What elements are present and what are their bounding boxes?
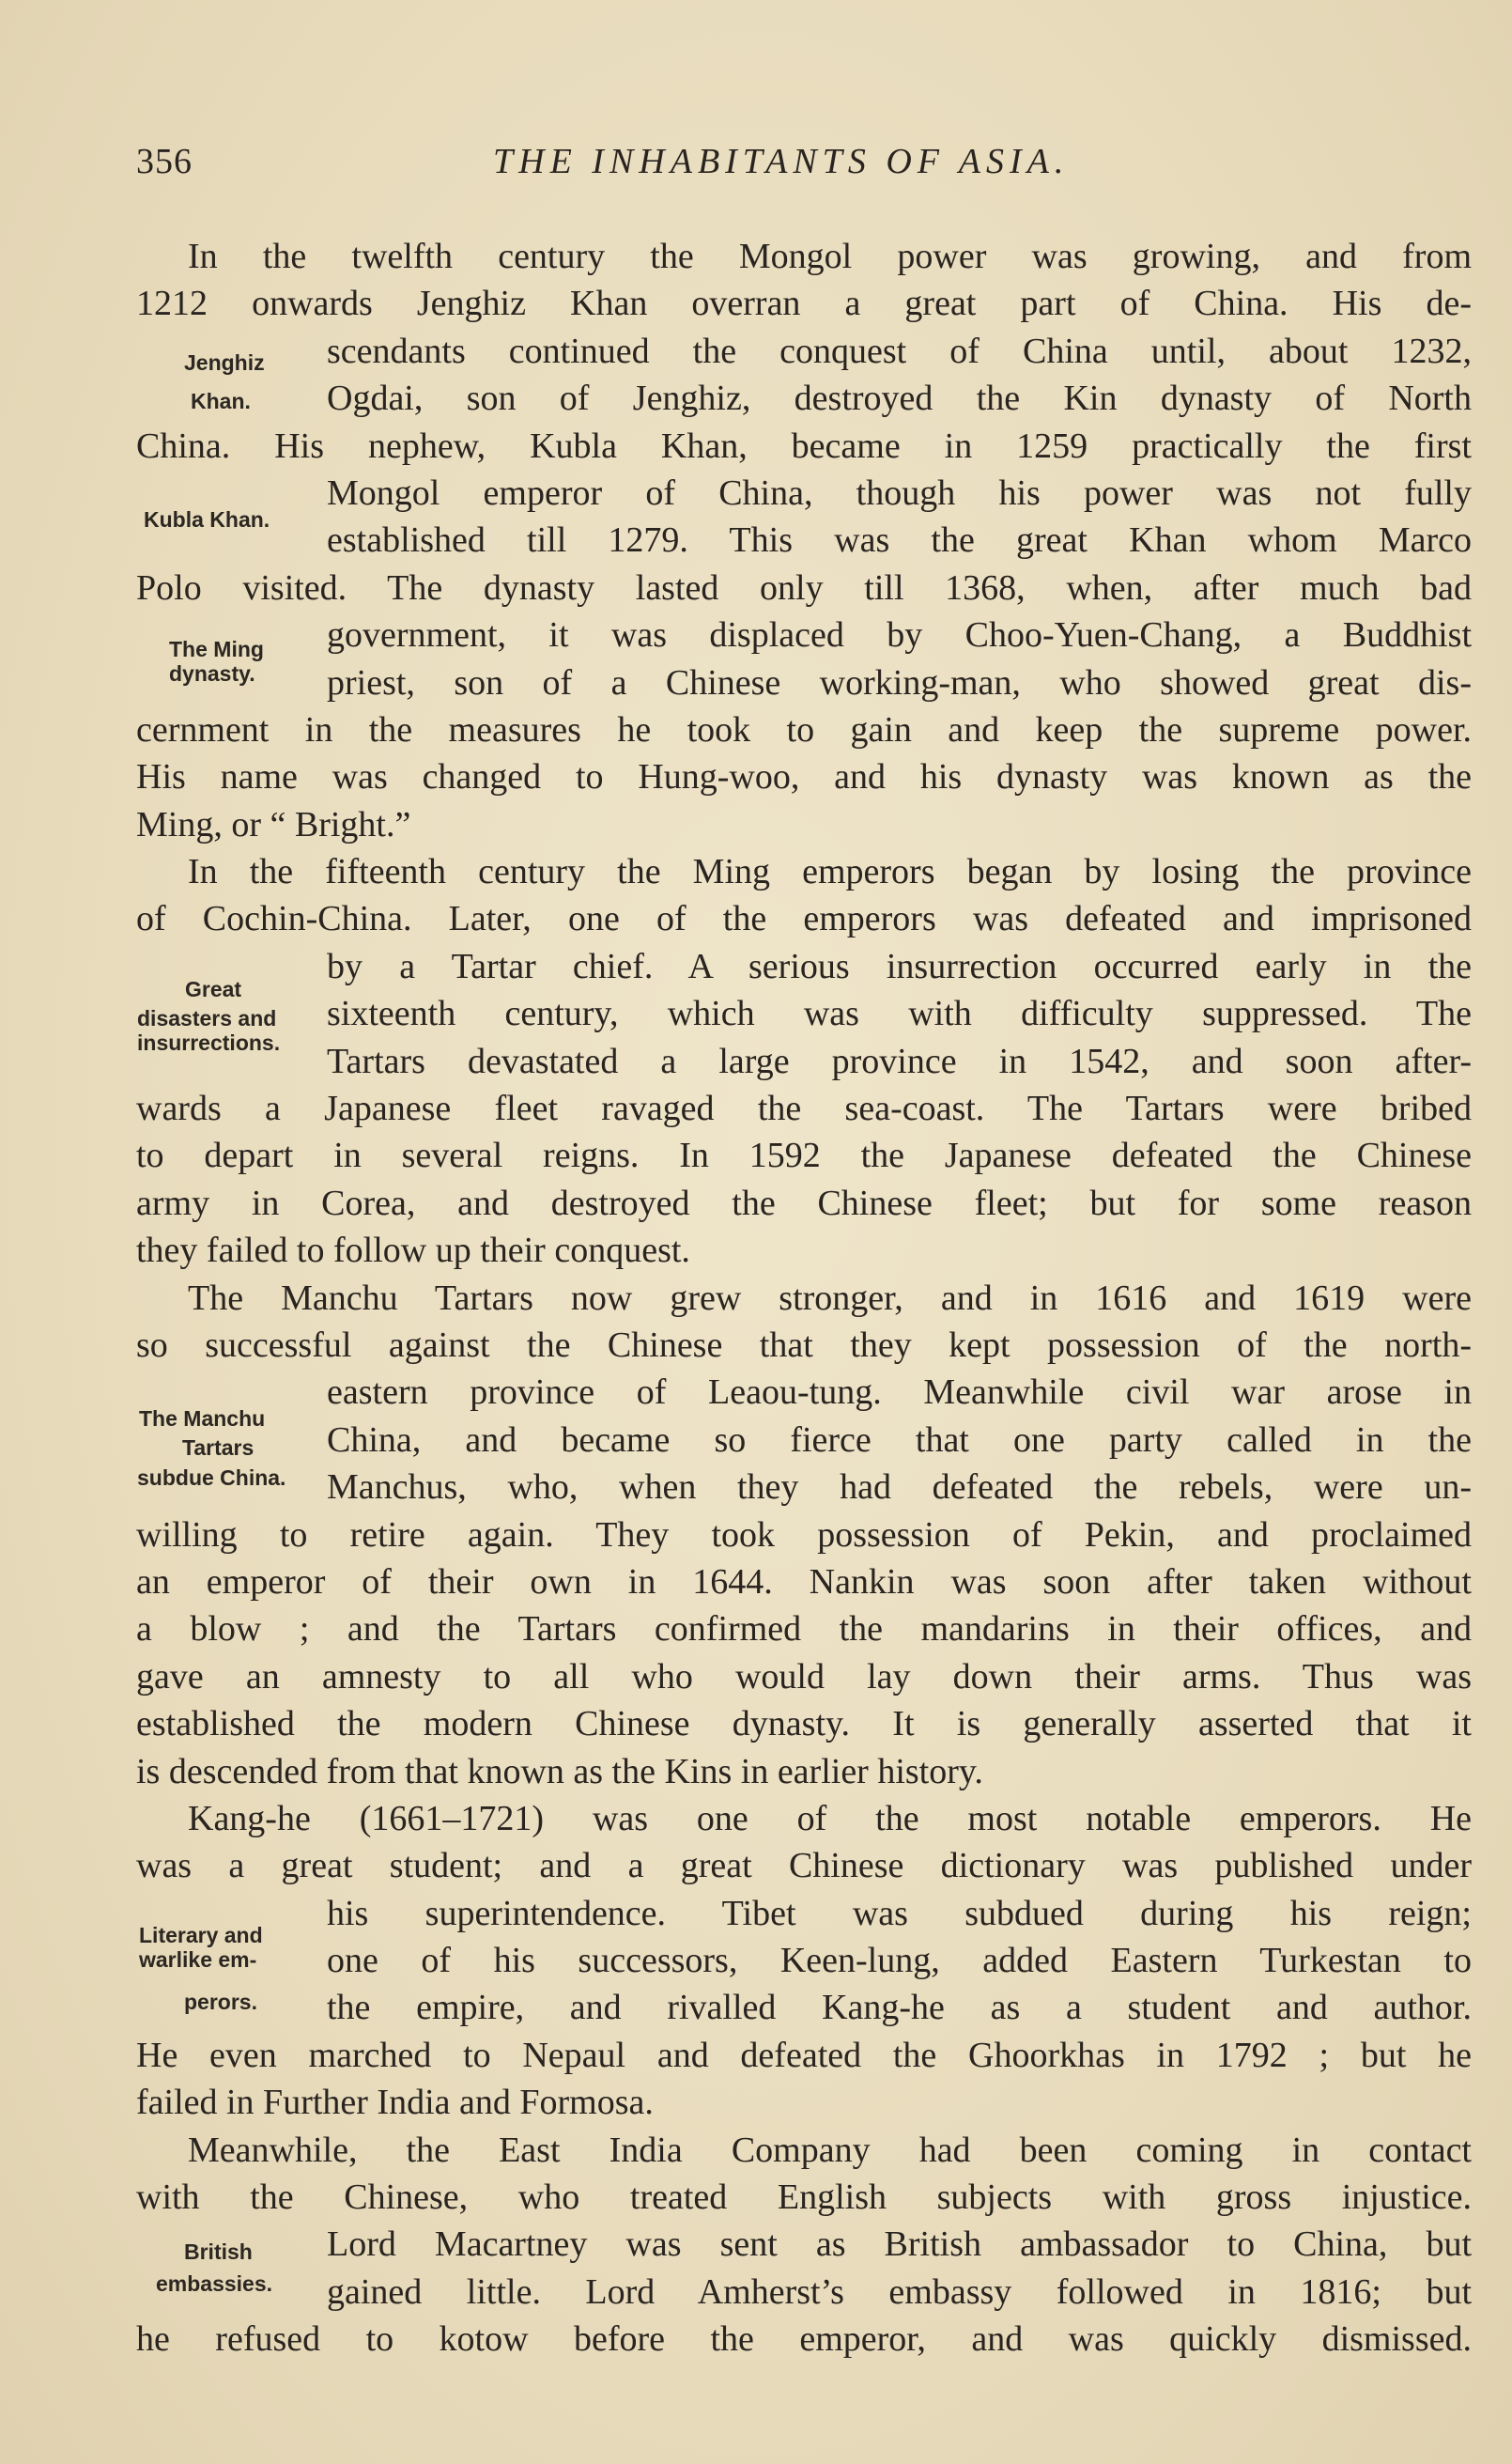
text-line: so successful against the Chinese that they kept possession of the north- (136, 1325, 1472, 1365)
margin-note-literary-3 (184, 1990, 257, 2014)
margin-note-disasters-2 (137, 1006, 280, 1055)
text-line: one of his successors, Keen-lung, added Eastern Turkestan to (327, 1941, 1472, 1981)
margin-note-line: subdue China. (137, 1465, 286, 1490)
text-line: The Manchu Tartars now grew stronger, and in 1616 and 1619 were (188, 1278, 1472, 1318)
text-line: His name was changed to Hung-woo, and his dynasty was known as the (136, 757, 1472, 798)
text-line: Tartars devastated a large province in 1542, and soon after- (327, 1041, 1472, 1081)
margin-note-literary (139, 1923, 263, 1972)
text-line: Ming, or “ Bright.” (136, 804, 411, 845)
margin-note-manchu-3 (137, 1465, 285, 1490)
margin-note-line: disasters and (137, 1006, 277, 1031)
margin-note-british-2 (156, 2271, 272, 2296)
margin-note-manchu-2 (182, 1435, 254, 1460)
text-line: cernment in the measures he took to gain and keep the supreme power. (136, 709, 1472, 750)
text-line: China, and became so fierce that one party called in the (327, 1419, 1472, 1460)
text-line: willing to retire again. They took possession of Pekin, and proclaimed (136, 1514, 1472, 1555)
margin-note-line: dynasty. (169, 661, 255, 686)
margin-notes (0, 0, 286, 2464)
text-line: they failed to follow up their conquest. (136, 1231, 690, 1271)
text-line: scendants continued the conquest of China until, about 1232, (327, 331, 1472, 371)
text-line: gave an amnesty to all who would lay down their arms. Thus was (136, 1656, 1472, 1697)
text-line: He even marched to Nepaul and defeated the Ghoorkhas in 1792 ; but he (136, 2035, 1472, 2075)
margin-note-line: Tartars (182, 1435, 255, 1460)
margin-note-manchu (139, 1406, 265, 1431)
text-line: Polo visited. The dynasty lasted only till 1368, when, after much bad (136, 567, 1472, 608)
margin-note-line: British (184, 2239, 253, 2264)
text-line: China. His nephew, Kubla Khan, became in 1259 practically the first (136, 426, 1472, 466)
text-line: established the modern Chinese dynasty. It is generally asserted that it (136, 1704, 1472, 1744)
text-line: the empire, and rivalled Kang-he as a student and author. (327, 1988, 1472, 2028)
text-line: is descended from that known as the Kins in earlier history. (136, 1751, 983, 1791)
margin-note-jenghiz-2 (191, 389, 251, 413)
text-line: his superintendence. Tibet was subdued during his reign; (327, 1893, 1472, 1933)
margin-note-line: The Manchu (139, 1406, 266, 1431)
margin-note-line: warlike em- (139, 1947, 257, 1972)
text-line: a blow ; and the Tartars confirmed the mandarins in their offices, and (136, 1609, 1472, 1650)
margin-note-line: Great (185, 977, 242, 1001)
text-line: of Cochin-China. Later, one of the emperors was defeated and imprisoned (136, 899, 1472, 939)
text-line: wards a Japanese fleet ravaged the sea-coast. The Tartars were bribed (136, 1089, 1472, 1129)
text-line: Manchus, who, when they had defeated the rebels, were un- (327, 1467, 1472, 1508)
running-title: THE INHABITANTS OF ASIA. (493, 142, 1070, 181)
margin-note-line: embassies. (156, 2271, 273, 2296)
text-line: with the Chinese, who treated English subjects with gross injustice. (136, 2177, 1472, 2218)
margin-note-line: The Ming (169, 637, 264, 661)
text-line: army in Corea, and destroyed the Chinese fleet; but for some reason (136, 1183, 1472, 1223)
text-line: by a Tartar chief. A serious insurrection occurred early in the (327, 946, 1472, 986)
page-number: 356 (136, 142, 193, 181)
running-header (136, 141, 1479, 197)
text-line: priest, son of a Chinese working-man, who showed great dis- (327, 662, 1472, 703)
text-line: gained little. Lord Amherst’s embassy followed in 1816; but (327, 2271, 1472, 2312)
text-line: sixteenth century, which was with difficulty suppressed. The (327, 994, 1472, 1034)
text-line: government, it was displaced by Choo-Yuen-Chang, a Buddhist (327, 615, 1472, 656)
margin-note-line: Kubla Khan. (144, 507, 270, 532)
text-line: Lord Macartney was sent as British ambassador to China, but (327, 2224, 1472, 2265)
margin-note-disasters (185, 977, 241, 1001)
margin-note-kubla-khan (144, 507, 270, 532)
margin-note-line: Literary and (139, 1923, 263, 1947)
text-line: to depart in several reigns. In 1592 the Japanese defeated the Chinese (136, 1136, 1472, 1176)
text-line: failed in Further India and Formosa. (136, 2083, 654, 2123)
text-line: Mongol emperor of China, though his power was not fully (327, 473, 1472, 513)
text-line: In the fifteenth century the Ming emperors began by losing the province (188, 852, 1472, 892)
text-line: eastern province of Leaou-tung. Meanwhile civil war arose in (327, 1372, 1472, 1413)
margin-note-ming-dynasty (169, 637, 264, 686)
text-line: In the twelfth century the Mongol power was growing, and from (188, 237, 1472, 276)
text-line: Meanwhile, the East India Company had been coming in contact (188, 2130, 1472, 2170)
text-line: established till 1279. This was the great Khan whom Marco (327, 520, 1472, 561)
margin-note-line: perors. (184, 1990, 257, 2014)
margin-note-line: insurrections. (137, 1031, 281, 1055)
margin-note-british (184, 2239, 253, 2264)
margin-note-line: Khan. (191, 389, 251, 413)
text-line: 1212 onwards Jenghiz Khan overran a great part of China. His de- (136, 284, 1472, 324)
text-line: he refused to kotow before the emperor, and was quickly dismissed. (136, 2319, 1472, 2360)
text-line: was a great student; and a great Chinese dictionary was published under (136, 1846, 1472, 1886)
text-line: Kang-he (1661–1721) was one of the most notable emperors. He (188, 1798, 1472, 1838)
margin-note-line: Jenghiz (184, 350, 265, 375)
body-text (136, 233, 1472, 2363)
text-line: Ogdai, son of Jenghiz, destroyed the Kin dynasty of North (327, 379, 1472, 419)
text-line: an emperor of their own in 1644. Nankin was soon after taken without (136, 1561, 1472, 1602)
margin-note-jenghiz (184, 350, 265, 375)
